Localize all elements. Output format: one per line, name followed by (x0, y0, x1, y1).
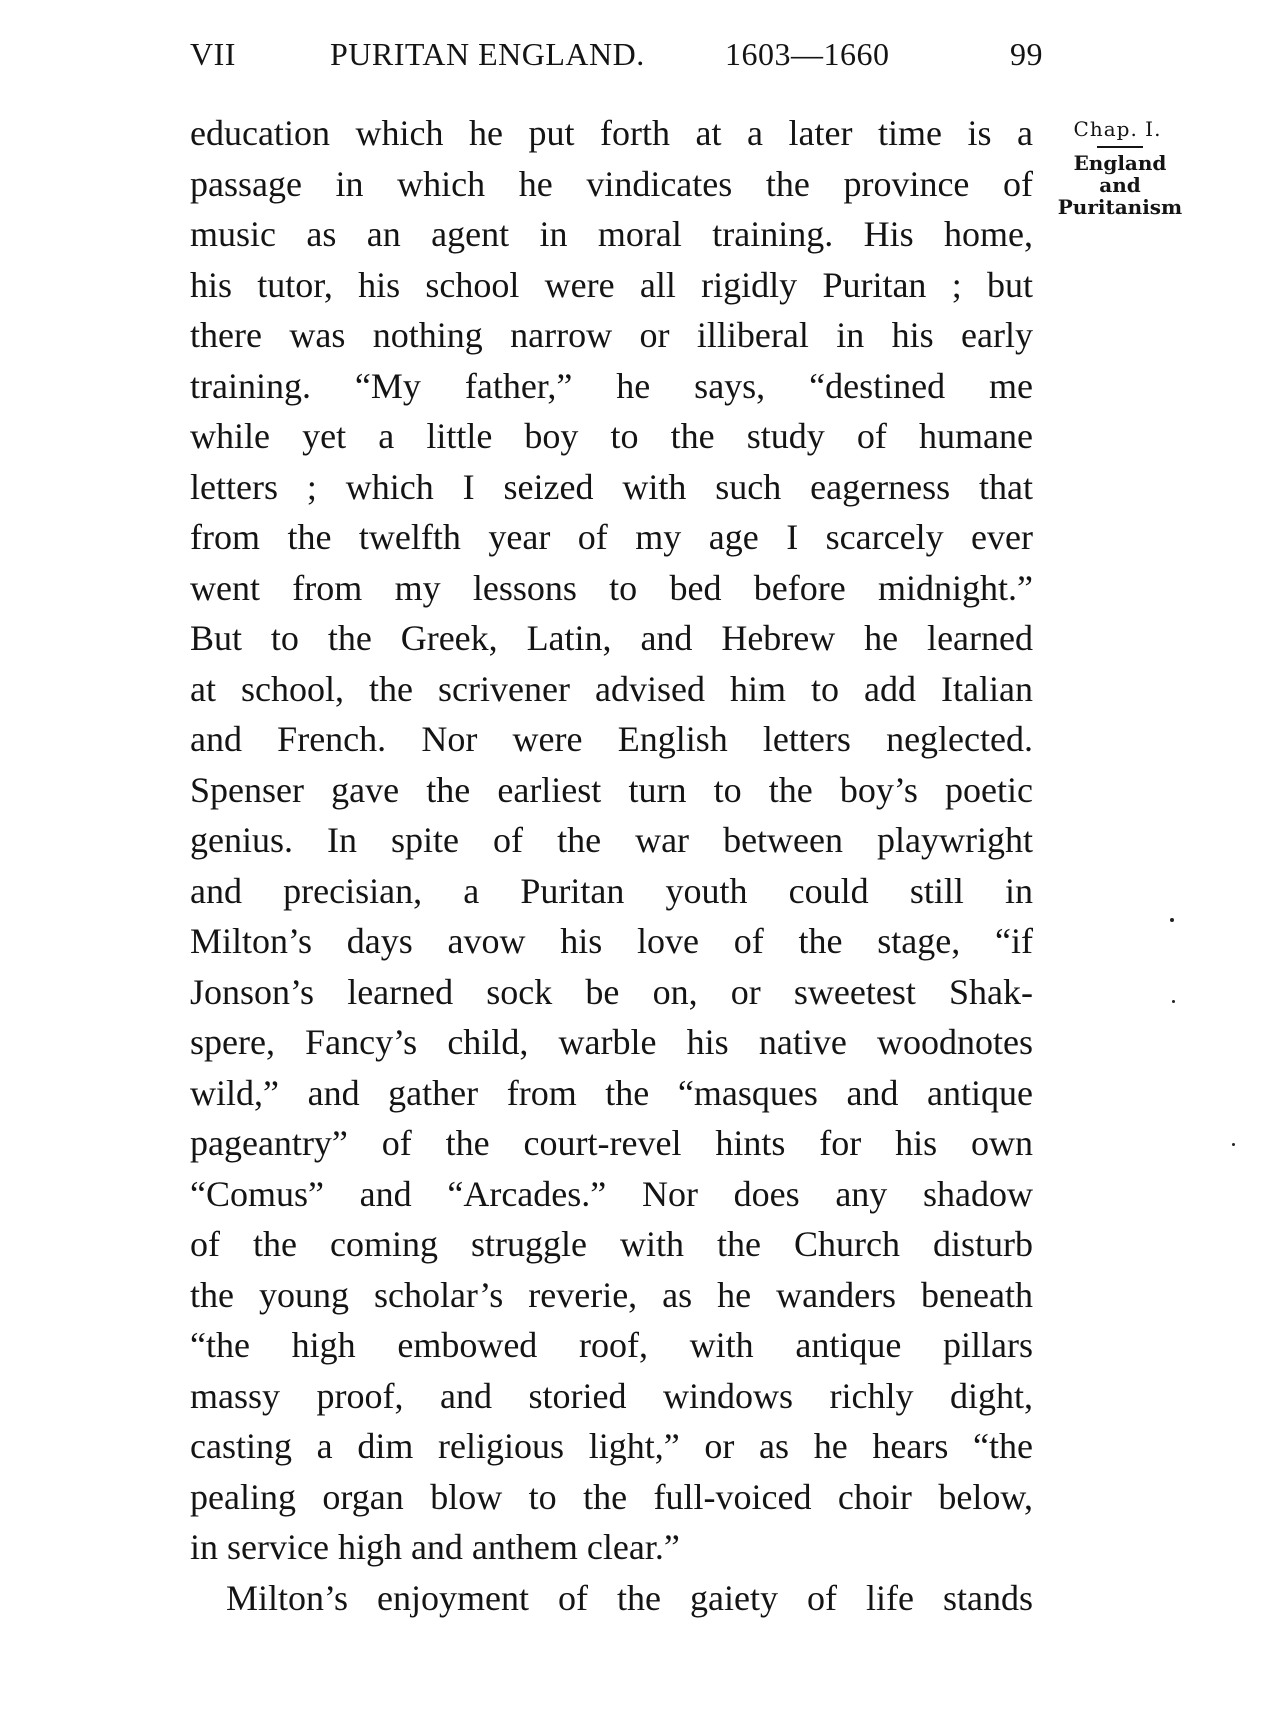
sidenote-chapter: Chap. I. (1073, 117, 1162, 141)
text-line: casting a dim religious light,” or as he hears “the (190, 1426, 1033, 1466)
text-line: education which he put forth at a later time is a (190, 113, 1033, 153)
text-line: training. “My father,” he says, “destined me (190, 365, 1033, 406)
text-line: Jonson’s learned sock be on, or sweetest Shak- (190, 971, 1033, 1012)
text-line: letters ; which I seized with such eagerness that (190, 466, 1033, 507)
header-chapter-number: VII (190, 36, 236, 72)
text-line: spere, Fancy’s child, warble his native woodnotes (190, 1022, 1033, 1062)
sidenote-line: Puritanism (1057, 195, 1183, 219)
text-line: the young scholar’s reverie, as he wanders beneath (190, 1274, 1033, 1315)
text-line: genius. In spite of the war between playwright (190, 820, 1033, 860)
text-line: Milton’s enjoyment of the gaiety of life stands (226, 1577, 1033, 1618)
text-line: But to the Greek, Latin, and Hebrew he learned (190, 618, 1033, 658)
text-line: his tutor, his school were all rigidly Puritan ; but (190, 264, 1033, 305)
text-line: went from my lessons to bed before midnight.” (190, 567, 1033, 608)
text-line: “Comus” and “Arcades.” Nor does any shadow (190, 1173, 1033, 1214)
text-line: there was nothing narrow or illiberal in his early (190, 315, 1033, 355)
sidenote-rule (1097, 146, 1143, 148)
header-dates: 1603—1660 (725, 36, 890, 72)
text-line: while yet a little boy to the study of humane (190, 416, 1033, 456)
text-line: at school, the scrivener advised him to add Italian (190, 668, 1033, 709)
text-line: and French. Nor were English letters neglected. (190, 719, 1033, 759)
print-speck (1172, 1000, 1175, 1003)
text-line: and precisian, a Puritan youth could still in (190, 870, 1033, 911)
text-line: passage in which he vindicates the province of (190, 163, 1033, 204)
text-line: wild,” and gather from the “masques and antique (190, 1072, 1033, 1113)
sidenote-line: and (1099, 173, 1141, 197)
print-speck (1232, 1143, 1235, 1146)
text-line: massy proof, and storied windows richly dight, (190, 1375, 1033, 1416)
text-line: in service high and anthem clear.” (190, 1527, 680, 1567)
text-line: from the twelfth year of my age I scarcely ever (190, 517, 1033, 557)
text-line: “the high embowed roof, with antique pillars (190, 1325, 1033, 1365)
text-line: Spenser gave the earliest turn to the boy’s poetic (190, 769, 1033, 810)
text-line: of the coming struggle with the Church disturb (190, 1224, 1033, 1264)
margin-sidenote (1045, 118, 1195, 218)
text-line: pealing organ blow to the full-voiced choir below, (190, 1476, 1033, 1517)
body-text (190, 108, 1033, 1623)
page-number: 99 (1010, 36, 1043, 72)
sidenote-line: England (1073, 151, 1167, 175)
header-title: PURITAN ENGLAND. (330, 36, 645, 72)
text-line: Milton’s days avow his love of the stage, “if (190, 921, 1033, 961)
text-line: music as an agent in moral training. His home, (190, 214, 1033, 254)
print-speck (1170, 918, 1174, 922)
running-header (190, 28, 1050, 78)
text-line: pageantry” of the court-revel hints for his own (190, 1123, 1033, 1163)
